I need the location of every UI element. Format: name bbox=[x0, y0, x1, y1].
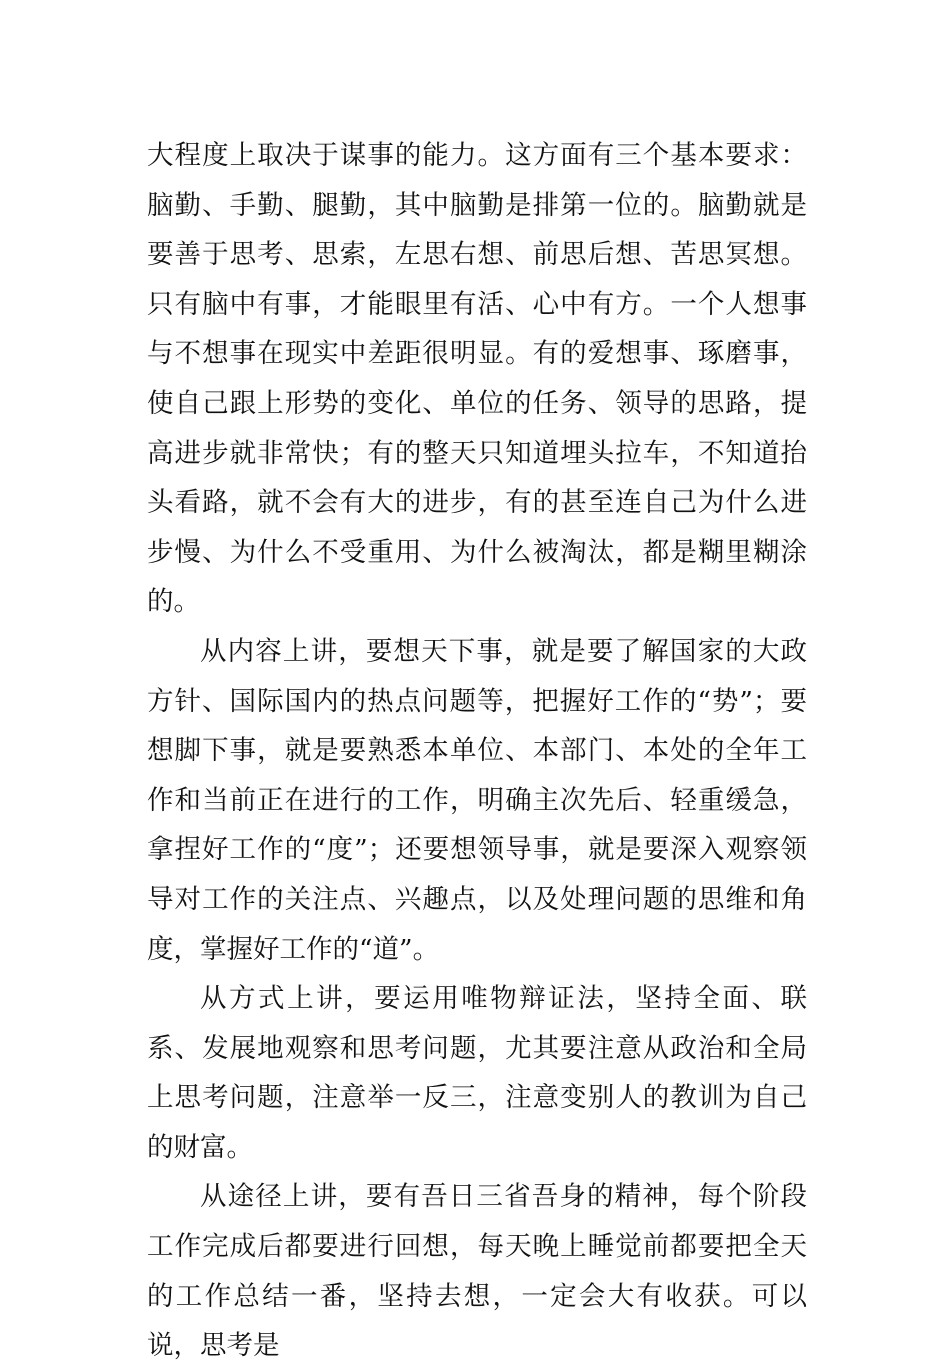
paragraph-2: 从内容上讲，要想天下事，就是要了解国家的大政方针、国际国内的热点问题等，把握好工作的“势”；要想脚下事，就是要熟悉本单位、本部门、本处的全年工作和当前正在进行的工作，明确主次先后、轻重缓急，拿捏好工作的“度”；还要想领导事，就是要深入观察领导对工作的关注点、兴趣点，以及处理问题的思维和角度，掌握好工作的“道”。 bbox=[147, 635, 807, 965]
document-page bbox=[147, 131, 807, 1371]
paragraph-1: 大程度上取决于谋事的能力。这方面有三个基本要求：脑勤、手勤、腿勤，其中脑勤是排第一位的。脑勤就是要善于思考、思索，左思右想、前思后想、苦思冥想。只有脑中有事，才能眼里有活、心中有方。一个人想事与不想事在现实中差距很明显。有的爱想事、琢磨事，使自己跟上形势的变化、单位的任务、领导的思路，提高进步就非常快；有的整天只知道埋头拉车，不知道抬头看路，就不会有大的进步，有的甚至连自己为什么进步慢、为什么不受重用、为什么被淘汰，都是糊里糊涂的。 bbox=[147, 140, 807, 618]
paragraph-3: 从方式上讲，要运用唯物辩证法，坚持全面、联系、发展地观察和思考问题，尤其要注意从政治和全局上思考问题，注意举一反三，注意变别人的教训为自己的财富。 bbox=[147, 983, 807, 1163]
paragraph-4: 从途径上讲，要有吾日三省吾身的精神，每个阶段工作完成后都要进行回想，每天晚上睡觉前都要把全天的工作总结一番，坚持去想，一定会大有收获。可以说，思考是 bbox=[147, 1181, 807, 1362]
